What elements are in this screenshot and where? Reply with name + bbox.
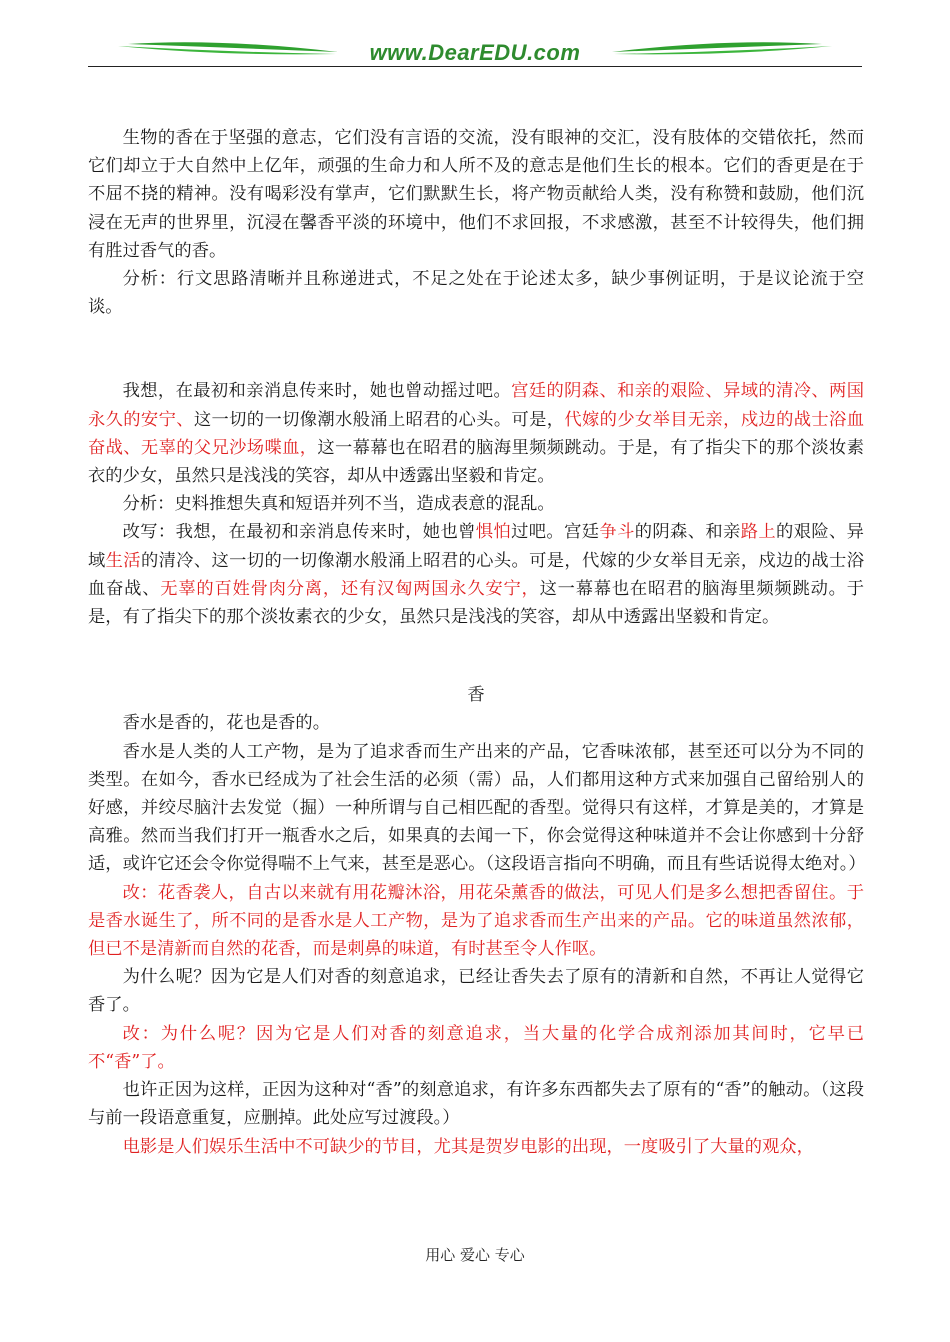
rewrite-paragraph [88, 518, 864, 631]
text-segment: 这一幕幕也在昭君的脑海里频频跳动。于是，有了指尖下的那个淡妆素衣的少女，虽然只是浅浅的笑容，却从中透露出坚毅和肯定。 [88, 578, 864, 628]
spacer [88, 631, 864, 681]
paragraph [88, 377, 864, 490]
text-segment: 过吧。宫廷 [511, 522, 600, 543]
text-segment: 的阴森、和亲 [634, 522, 741, 543]
spacer [88, 321, 864, 377]
text-segment: 的艰险、异域 [88, 522, 864, 571]
text-segment: 的清冷、这一切的一切像潮水般涌上昭君的心头。可是，代嫁的少女举目无亲，戍边的战士浴血奋战、 [88, 550, 864, 599]
header-rule [88, 66, 862, 67]
text-segment: 改写：我想，在最初和亲消息传来时，她也曾 [122, 522, 476, 543]
text-segment: 这一幕幕也在昭君的脑海里频频跳动。于是，有了指尖下的那个淡妆素衣的少女，虽然只是浅浅的笑容，却从中透露出坚毅和肯定。 [88, 437, 864, 487]
paragraph: 香水是香的，花也是香的。 [122, 713, 330, 734]
document-body [88, 124, 864, 1161]
highlighted-text: 生活 [105, 550, 141, 571]
highlighted-text: 代嫁的少女举目无亲，戍边的战士浴血奋战、无辜的父兄沙场喋血， [88, 409, 864, 458]
text-segment: 我想，在最初和亲消息传来时，她也曾动摇过吧。 [122, 381, 512, 402]
highlighted-text: 无辜的百姓骨肉分离，还有汉匈两国永久安宁， [160, 578, 540, 599]
text-segment: 这一切的一切像潮水般涌上昭君的心头。可是， [193, 409, 565, 430]
analysis-paragraph: 分析：行文思路清晰并且称递进式，不足之处在于论述太多，缺少事例证明，于是议论流于空谈。 [88, 269, 864, 318]
highlighted-text: 路上 [740, 522, 777, 543]
analysis-paragraph: 分析：史料推想失真和短语并列不当，造成表意的混乱。 [122, 494, 555, 515]
paragraph: 香水是人类的人工产物，是为了追求香而生产出来的产品，它香味浓郁，甚至还可以分为不同的类型。在如今，香水已经成为了社会生活的必须（需）品，人们都用这种方式来加强自己留给别人的好感，并绞尽脑汁去发觉（掘）一种所谓与自己相匹配的香型。觉得只有这样，才算是美的，才算是高雅。然而当我们打开一瓶香水之后，如果真的去闻一下，你会觉得这种味道并不会让你感到十分舒适，或许它还会令你觉得喘不上气来，甚至是恶心。（这段语言指向不明确，而且有些话说得太绝对。） [88, 741, 866, 875]
highlighted-text: 宫廷的阴森、和亲的艰险、异域的清冷、两国永久的安宁、 [88, 381, 864, 430]
paragraph: 为什么呢？因为它是人们对香的刻意追求，已经让香失去了原有的清新和自然，不再让人觉得它香了。 [88, 967, 864, 1016]
site-url-logo: www.DearEDU.com [369, 40, 581, 65]
page-footer: 用心 爱心 专心 [425, 1246, 525, 1264]
highlighted-text: 惧怕 [475, 522, 512, 543]
page-header [88, 30, 862, 70]
revision-paragraph: 电影是人们娱乐生活中不可缺少的节目，尤其是贺岁电影的出现，一度吸引了大量的观众， [122, 1136, 814, 1157]
highlighted-text: 争斗 [599, 522, 635, 543]
paragraph: 生物的香在于坚强的意志，它们没有言语的交流，没有眼神的交汇，没有肢体的交错依托，然而它们却立于大自然中上亿年，顽强的生命力和人所不及的意志是他们生长的根本。它们的香更是在于不屈不挠的精神。没有喝彩没有掌声，它们默默生长，将产物贡献给人类，没有称赞和鼓励，他们沉浸在无声的世界里，沉浸在馨香平淡的环境中，他们不求回报，不求感激，甚至不计较得失，他们拥有胜过香气的香。 [88, 128, 864, 261]
paragraph: 也许正因为这样，正因为这种对“香”的刻意追求，有许多东西都失去了原有的“香”的触动。（这段与前一段语意重复，应删掉。此处应写过渡段。） [88, 1080, 864, 1129]
revision-paragraph: 改：花香袭人，自古以来就有用花瓣沐浴，用花朵薰香的做法，可见人们是多么想把香留住。于是香水诞生了，所不同的是香水是人工产物，是为了追求香而生产出来的产品。它的味道虽然浓郁，但已不是清新而自然的花香，而是刺鼻的味道，有时甚至令人作呕。 [88, 882, 864, 960]
essay-title: 香 [467, 685, 485, 706]
revision-paragraph: 改：为什么呢？因为它是人们对香的刻意追求，当大量的化学合成剂添加其间时，它早已不“香”了。 [88, 1023, 864, 1072]
